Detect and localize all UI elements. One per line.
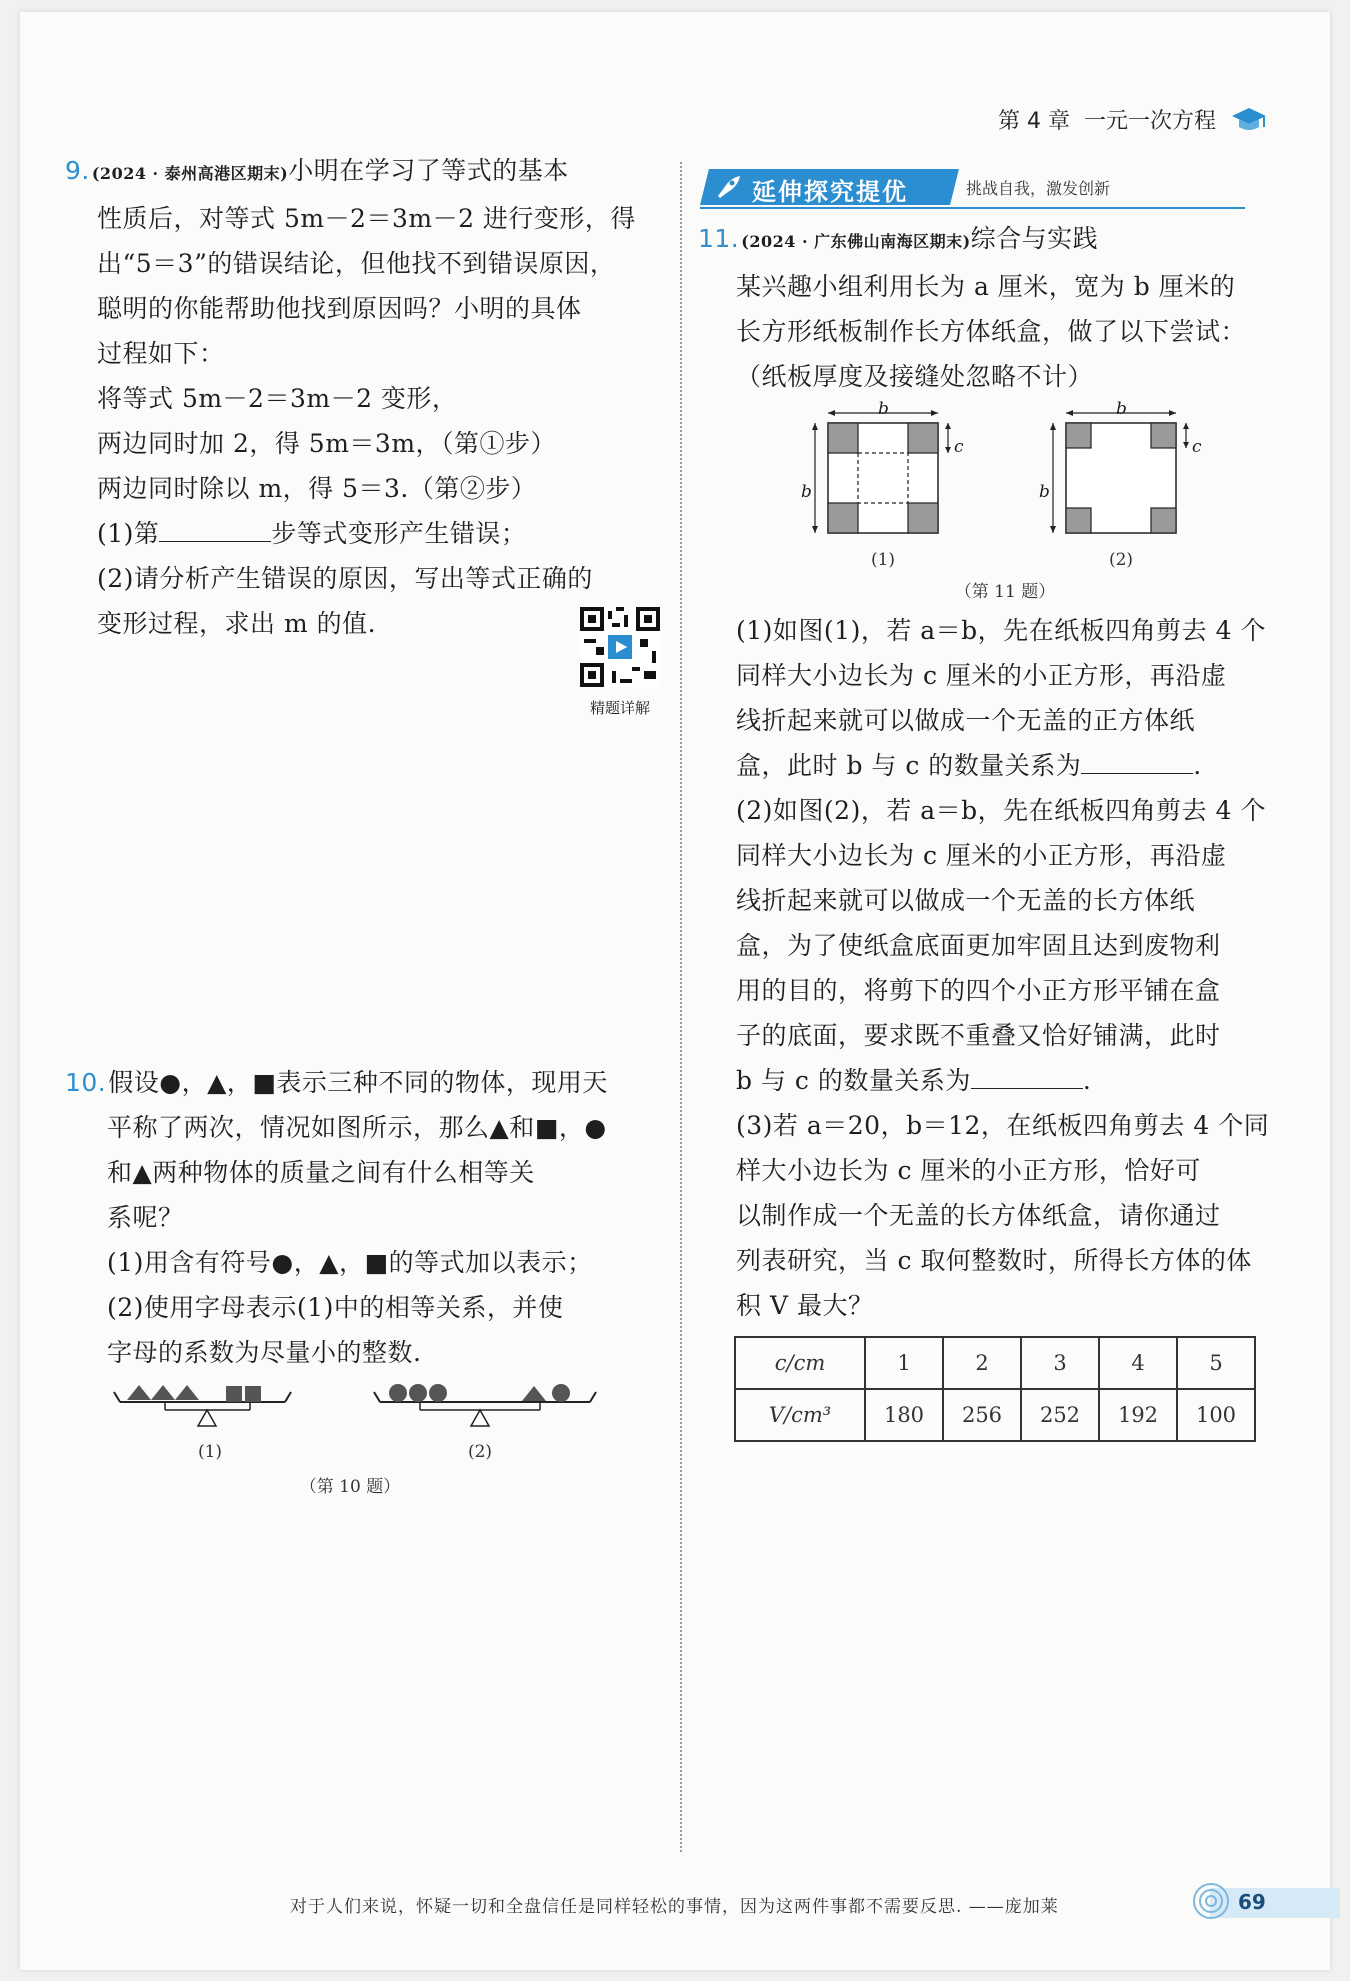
table-row <box>735 1389 1255 1441</box>
q10-caption: （第 10 题） <box>299 1477 401 1497</box>
q11-p3-line: (3)若 a＝20，b＝12，在纸板四角剪去 4 个同 <box>736 1111 1270 1140</box>
circle-weight <box>429 1384 447 1402</box>
q11-parts <box>736 608 1316 1328</box>
q11-p2-line: 子的底面，要求既不重叠又恰好铺满，此时 <box>736 1021 1221 1050</box>
q9-source: (2024 · 泰州高港区期末) <box>91 164 289 183</box>
q11-figure-2 <box>1050 410 1189 533</box>
q10-line: 平称了两次，情况如图所示，那么▲和■，● <box>107 1113 607 1142</box>
q10-fig-label-2: (2) <box>467 1442 493 1462</box>
q11-p3-line: 样大小边长为 c 厘米的小正方形，恰好可 <box>736 1156 1201 1185</box>
triangle-weight <box>151 1385 175 1400</box>
q11-fig1-b-side-label: b <box>801 482 812 502</box>
table-header-cell: c/cm <box>735 1337 865 1389</box>
q11-intro-line: （纸板厚度及接缝处忽略不计） <box>736 362 1094 391</box>
q11-p1-line: 同样大小边长为 c 厘米的小正方形，再沿虚 <box>736 661 1227 690</box>
q11-fig1-c-label: c <box>954 437 964 457</box>
extension-banner <box>700 169 1245 209</box>
q11-p2-line: (2)如图(2)，若 a＝b，先在纸板四角剪去 4 个 <box>736 796 1266 825</box>
q11-p2-end: b 与 c 的数量关系为 . <box>736 1066 1092 1095</box>
banner-underline <box>700 207 1245 209</box>
q10-line: 和▲两种物体的质量之间有什么相等关 <box>107 1158 535 1187</box>
table-cell: 4 <box>1099 1337 1177 1389</box>
q11-figure-1 <box>812 410 951 533</box>
q11-p2-line: 线折起来就可以做成一个无盖的长方体纸 <box>736 886 1196 915</box>
q10-balance-figure <box>110 1382 630 1482</box>
table-cell: 1 <box>865 1337 943 1389</box>
q10-number: 10. <box>65 1068 107 1097</box>
answer-blank[interactable] <box>159 519 271 542</box>
q10-fig-label-1: (1) <box>197 1442 223 1462</box>
footer-quote: 对于人们来说，怀疑一切和全盘信任是同样轻松的事情，因为这两件事都不需要反思. ——庞加莱 <box>290 1897 1059 1917</box>
column-divider <box>680 162 682 1852</box>
q11-p2-line: 用的目的，将剪下的四个小正方形平铺在盒 <box>736 976 1221 1005</box>
graduation-cap-icon <box>1230 105 1268 135</box>
table-header-cell: V/cm³ <box>735 1389 865 1441</box>
qr-code-block[interactable] <box>580 607 660 718</box>
q10-line: (1)用含有符号●，▲，■的等式加以表示； <box>107 1248 593 1277</box>
circle-weight <box>389 1384 407 1402</box>
balance-2 <box>374 1384 596 1426</box>
answer-blank[interactable] <box>1081 751 1193 774</box>
q11-head: 综合与实践 <box>970 224 1099 253</box>
triangle-weight <box>127 1385 151 1400</box>
triangle-weight <box>175 1385 199 1400</box>
q9-line: 两边同时除以 m，得 5＝3.（第②步） <box>97 474 537 503</box>
q9-number: 9. <box>65 156 90 185</box>
circle-weight <box>552 1384 570 1402</box>
square-weight <box>245 1386 261 1402</box>
q9-part-1: (1)第 步等式变形产生错误； <box>97 519 527 548</box>
q11-figure <box>790 397 1210 547</box>
table-cell: 2 <box>943 1337 1021 1389</box>
q11-p2-line: 同样大小边长为 c 厘米的小正方形，再沿虚 <box>736 841 1227 870</box>
q9-line: 性质后，对等式 5m－2＝3m－2 进行变形，得 <box>97 204 636 233</box>
table-cell: 5 <box>1177 1337 1255 1389</box>
q11-caption: （第 11 题） <box>954 582 1056 602</box>
q11-source: (2024 · 广东佛山南海区期末) <box>741 232 971 251</box>
q11-volume-table <box>734 1336 1256 1442</box>
circle-weight <box>409 1384 427 1402</box>
q9-part-2-line: 变形过程，求出 m 的值. <box>97 609 377 638</box>
chapter-header <box>998 104 1268 135</box>
q9-line: 小明在学习了等式的基本 <box>288 156 569 185</box>
banner-subtitle: 挑战自我，激发创新 <box>966 179 1111 198</box>
answer-blank[interactable] <box>971 1066 1083 1089</box>
question-9 <box>65 148 665 646</box>
q11-p3-line: 列表研究，当 c 取何整数时，所得长方体的体 <box>736 1246 1252 1275</box>
q11-fig-label-2: (2) <box>1108 550 1134 570</box>
q10-line: 系呢？ <box>107 1203 184 1232</box>
q9-line: 两边同时加 2，得 5m＝3m，（第①步） <box>97 429 557 458</box>
q11-fig2-c-label: c <box>1192 437 1202 457</box>
q11-fig1-b-label: b <box>878 399 889 419</box>
textbook-page <box>20 12 1330 1970</box>
qr-label: 精题详解 <box>589 699 650 717</box>
page-number: 69 <box>1238 1890 1266 1914</box>
table-row <box>735 1337 1255 1389</box>
table-cell: 252 <box>1021 1389 1099 1441</box>
triangle-weight <box>522 1386 546 1401</box>
question-11 <box>698 216 1298 399</box>
table-cell: 100 <box>1177 1389 1255 1441</box>
q10-line: 字母的系数为尽量小的整数. <box>107 1338 422 1367</box>
q11-p3-line: 积 V 最大？ <box>736 1291 874 1320</box>
table-cell: 180 <box>865 1389 943 1441</box>
q11-intro-line: 某兴趣小组利用长为 a 厘米，宽为 b 厘米的 <box>736 272 1236 301</box>
q11-p1-end: 盒，此时 b 与 c 的数量关系为 . <box>736 751 1202 780</box>
table-cell: 3 <box>1021 1337 1099 1389</box>
q9-line: 出“5＝3”的错误结论，但他找不到错误原因， <box>97 249 616 278</box>
q10-first-line <box>65 1060 675 1105</box>
q11-fig-label-1: (1) <box>870 550 896 570</box>
q11-p2-line: 盒，为了使纸盒底面更加牢固且达到废物利 <box>736 931 1221 960</box>
q11-fig2-b-label: b <box>1116 399 1127 419</box>
q11-p1-line: (1)如图(1)，若 a＝b，先在纸板四角剪去 4 个 <box>736 616 1266 645</box>
page-number-bar <box>1190 1880 1340 1920</box>
square-weight <box>226 1386 242 1402</box>
q9-line: 将等式 5m－2＝3m－2 变形， <box>97 384 458 413</box>
q11-intro-line: 长方形纸板制作长方体纸盒，做了以下尝试： <box>736 317 1247 346</box>
question-10 <box>65 1060 675 1375</box>
q10-line: (2)使用字母表示(1)中的相等关系，并使 <box>107 1293 564 1322</box>
q11-p3-line: 以制作成一个无盖的长方体纸盒，请你通过 <box>736 1201 1221 1230</box>
table-cell: 192 <box>1099 1389 1177 1441</box>
balance-1 <box>114 1385 291 1426</box>
rocket-icon <box>714 174 742 200</box>
q10-line: 假设●，▲，■表示三种不同的物体，现用天 <box>108 1068 608 1097</box>
q11-number: 11. <box>698 224 740 253</box>
q11-first-line <box>698 216 1298 264</box>
spiral-icon <box>1190 1880 1232 1922</box>
q9-part-2-line: (2)请分析产生错误的原因，写出等式正确的 <box>97 564 593 593</box>
qr-code-icon[interactable] <box>580 607 660 687</box>
table-cell: 256 <box>943 1389 1021 1441</box>
q11-p1-line: 线折起来就可以做成一个无盖的正方体纸 <box>736 706 1196 735</box>
q9-first-line <box>65 148 665 196</box>
banner-title: 延伸探究提优 <box>752 178 908 206</box>
chapter-title: 一元一次方程 <box>1083 109 1216 134</box>
q11-fig2-b-side-label: b <box>1039 482 1050 502</box>
q9-line: 过程如下： <box>97 339 225 368</box>
chapter-number: 第 4 章 <box>998 109 1070 134</box>
q9-line: 聪明的你能帮助他找到原因吗？小明的具体 <box>97 294 582 323</box>
